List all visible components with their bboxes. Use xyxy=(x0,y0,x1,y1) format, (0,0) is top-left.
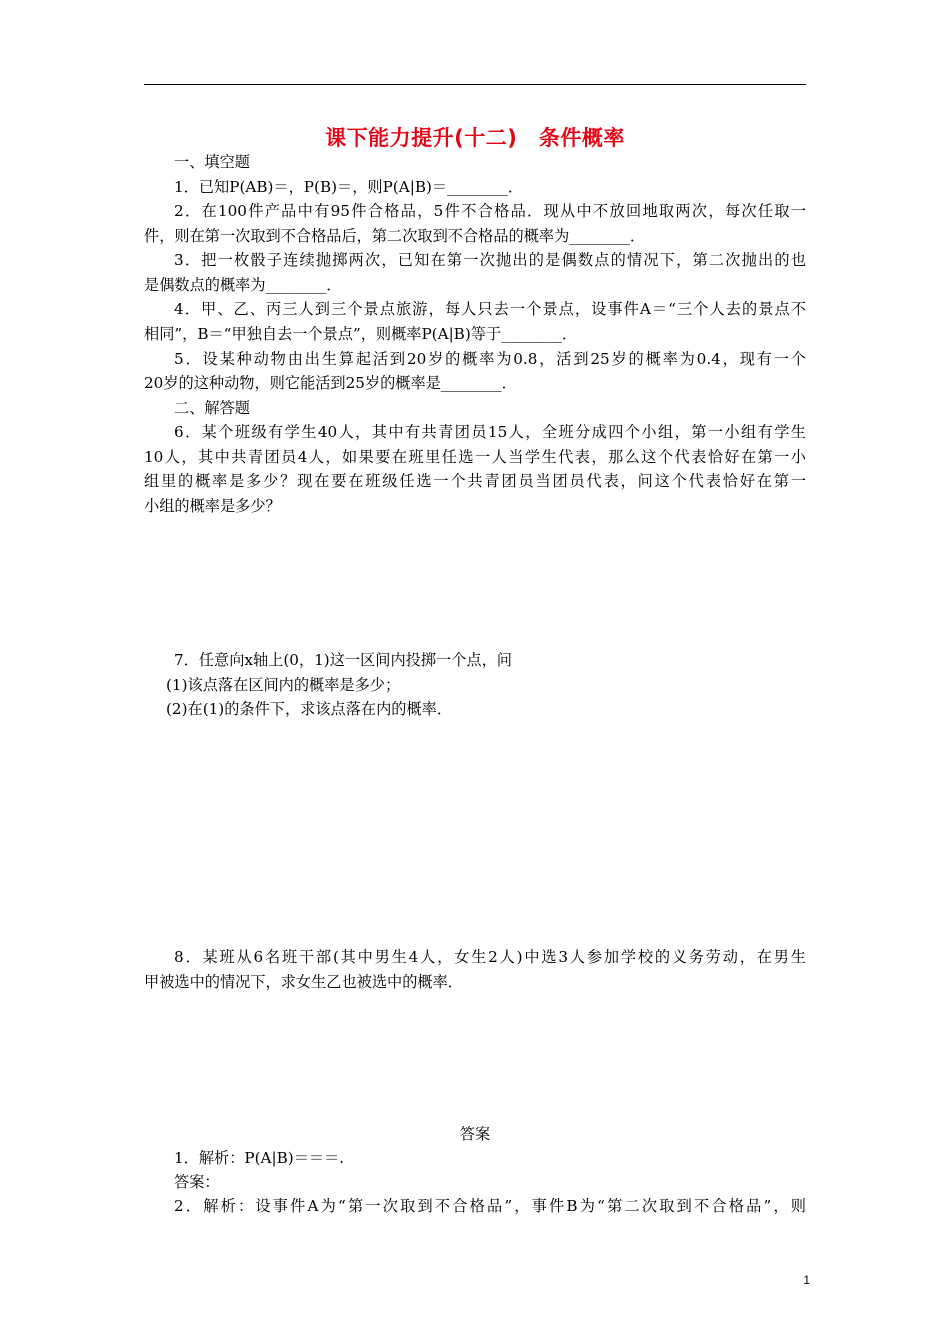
question-3-line-2: 是偶数点的概率为________． xyxy=(144,276,342,294)
question-6-line-3: 组里的概率是多少？现在要在班级任选一个共青团员当团员代表，问这个代表恰好在第一 xyxy=(144,472,806,490)
answer-1-line-2: 答案： xyxy=(174,1173,220,1191)
question-4-line-1: 4．甲、乙、丙三人到三个景点旅游，每人只去一个景点，设事件A＝“三个人去的景点不 xyxy=(174,300,806,318)
question-7-part-2: (2)在(1)的条件下，求该点落在内的概率． xyxy=(166,700,453,718)
question-2-line-2: 件，则在第一次取到不合格品后，第二次取到不合格品的概率为________． xyxy=(144,227,646,245)
page-number: 1 xyxy=(803,1273,810,1287)
section-heading-solve: 二、解答题 xyxy=(174,399,250,417)
answer-1-line-1: 1．解析：P(A|B)＝＝＝. xyxy=(174,1149,345,1167)
question-8-line-2: 甲被选中的情况下，求女生乙也被选中的概率． xyxy=(144,973,463,991)
question-3-line-1: 3．把一枚骰子连续抛掷两次，已知在第一次抛出的是偶数点的情况下，第二次抛出的也 xyxy=(174,251,806,269)
question-6-line-2: 10人，其中共青团员4人，如果要在班里任选一人当学生代表，那么这个代表恰好在第一小 xyxy=(144,448,806,466)
question-2-line-1: 2．在100件产品中有95件合格品，5件不合格品．现从中不放回地取两次，每次任取一 xyxy=(174,202,806,220)
question-6-line-4: 小组的概率是多少？ xyxy=(144,497,281,515)
question-7-part-1: (1)该点落在区间内的概率是多少； xyxy=(166,676,401,694)
question-1: 1．已知P(AB)＝，P(B)＝，则P(A|B)＝________． xyxy=(174,178,524,196)
question-4-line-2: 相同”，B＝“甲独自去一个景点”，则概率P(A|B)等于________． xyxy=(144,325,578,343)
header-rule xyxy=(144,84,806,85)
section-heading-fill-blank: 一、填空题 xyxy=(174,153,250,171)
answers-heading: 答案 xyxy=(459,1125,491,1143)
question-8-line-1: 8．某班从6名班干部(其中男生4人，女生2人)中选3人参加学校的义务劳动，在男生 xyxy=(174,948,806,966)
page-title: 课下能力提升(十二) 条件概率 xyxy=(325,126,625,150)
question-7-line-1: 7．任意向x轴上(0，1)这一区间内投掷一个点，问 xyxy=(174,651,512,669)
question-6-line-1: 6．某个班级有学生40人，其中有共青团员15人，全班分成四个小组，第一小组有学生 xyxy=(174,423,806,441)
question-5-line-2: 20岁的这种动物，则它能活到25岁的概率是________． xyxy=(144,374,517,392)
question-5-line-1: 5．设某种动物由出生算起活到20岁的概率为0.8，活到25岁的概率为0.4，现有一个 xyxy=(174,350,806,368)
answer-2-line-1: 2．解析：设事件A为“第一次取到不合格品”，事件B为“第二次取到不合格品”，则 xyxy=(174,1197,806,1215)
